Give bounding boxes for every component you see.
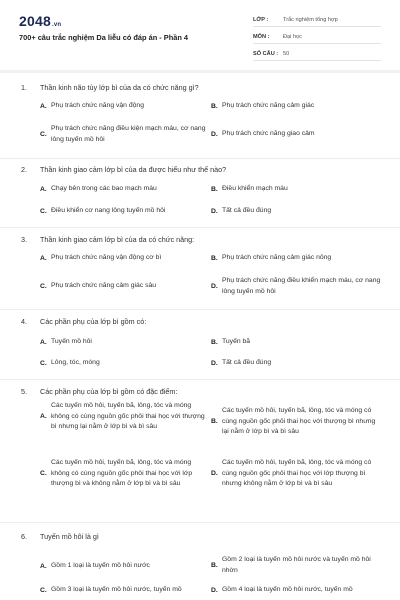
- option-letter: A.: [40, 413, 47, 421]
- option-text: Các tuyến mồ hôi, tuyến bã, lông, tóc và móng có cùng nguồn gốc phôi thai học với thượng bì nhưng lại nằm ở lớp bì và bì sâu: [222, 407, 376, 435]
- option-d[interactable]: [211, 358, 381, 369]
- option-letter: A.: [40, 254, 47, 262]
- option-letter: C.: [40, 131, 47, 138]
- option-text: Các tuyến mồ hôi, tuyến bã, lông, tóc và móng không có cùng nguồn gốc phôi thai học với lớp thượng bì và không nằm ở lớp bì và bì sâu: [51, 459, 193, 487]
- option-text: Phụ trách chức năng giao cảm: [222, 130, 315, 137]
- option-text: Phụ trách chức năng vận động cơ bì: [51, 254, 162, 261]
- question-text: [21, 317, 146, 326]
- option-letter: C.: [40, 282, 47, 290]
- option-text: Điều khiển mạch máu: [222, 185, 288, 192]
- option-c[interactable]: [40, 124, 210, 145]
- option-letter: B.: [211, 418, 218, 426]
- option-letter: A.: [40, 185, 47, 193]
- meta-value: Đại học: [283, 33, 302, 40]
- option-d[interactable]: [211, 458, 381, 490]
- option-text: Gồm 2 loại là tuyến mồ hôi nước và tuyến mồ hôi nhờn: [222, 556, 371, 574]
- question-number: 2.: [21, 165, 27, 174]
- meta-row-class: [253, 13, 381, 27]
- question-number: 5.: [21, 387, 27, 396]
- option-letter: D.: [211, 207, 218, 215]
- meta-row-count: [253, 47, 381, 61]
- option-text: Gồm 1 loại là tuyến mồ hôi nước: [51, 562, 150, 569]
- site-logo[interactable]: [19, 13, 61, 29]
- option-text: Lông, tóc, móng: [51, 359, 100, 366]
- question-number: 1.: [21, 83, 27, 92]
- option-letter: A.: [40, 338, 47, 346]
- option-letter: D.: [211, 470, 218, 478]
- meta-key: SỐ CÂU :: [253, 50, 279, 57]
- question-text: [21, 235, 194, 244]
- question-list: [0, 80, 400, 600]
- option-letter: C.: [40, 359, 47, 367]
- question-text: [21, 387, 177, 396]
- question-prompt: Các phần phụ của lớp bì gồm có:: [40, 317, 147, 326]
- option-text: Tuyến bã: [222, 338, 251, 345]
- option-letter: B.: [211, 102, 218, 110]
- option-text: Phụ trách chức năng cảm giác: [222, 102, 315, 109]
- meta-value: Trắc nghiệm tổng hợp: [283, 16, 338, 23]
- option-a[interactable]: [40, 337, 210, 348]
- question-item: [0, 380, 400, 523]
- option-letter: C.: [40, 586, 47, 594]
- option-a[interactable]: [40, 184, 210, 195]
- option-b[interactable]: [211, 337, 381, 348]
- option-letter: C.: [40, 207, 47, 215]
- option-a[interactable]: [40, 101, 210, 112]
- option-d[interactable]: [211, 585, 381, 596]
- option-b[interactable]: [211, 555, 381, 576]
- header-divider: [0, 70, 400, 73]
- option-letter: C.: [40, 470, 47, 478]
- question-number: 3.: [21, 235, 27, 244]
- question-prompt: Thần kinh não tủy lớp bì của da có chức năng gì?: [40, 83, 199, 92]
- logo-main: 2048: [19, 13, 51, 29]
- option-c[interactable]: [40, 585, 210, 596]
- option-letter: D.: [211, 359, 218, 367]
- option-b[interactable]: [211, 184, 381, 195]
- question-text: [21, 532, 99, 541]
- option-text: Gồm 4 loại là tuyến mồ hôi nước, tuyến mồ: [222, 586, 353, 593]
- option-c[interactable]: [40, 358, 210, 369]
- question-item: [0, 159, 400, 228]
- option-text: Phụ trách chức năng điều kiện mạch máu, cơ nang lông tuyến mồ hôi: [51, 125, 206, 143]
- question-prompt: Tuyến mồ hôi là gì: [40, 532, 99, 541]
- option-c[interactable]: [40, 206, 210, 217]
- question-number: 4.: [21, 317, 27, 326]
- logo-tld: .vn: [51, 22, 62, 28]
- question-item: [0, 310, 400, 380]
- option-text: Chạy bên trong các bao mạch máu: [51, 185, 157, 192]
- meta-key: LỚP :: [253, 16, 269, 23]
- option-d[interactable]: [211, 206, 381, 217]
- question-text: [21, 83, 199, 92]
- option-text: Tất cả đều đúng: [222, 207, 272, 214]
- option-b[interactable]: [211, 101, 381, 112]
- option-letter: B.: [211, 338, 218, 346]
- question-prompt: Các phần phụ của lớp bì gồm có đặc điểm:: [40, 387, 178, 396]
- option-text: Điều khiển cơ nang lông tuyến mồ hôi: [51, 207, 166, 214]
- option-letter: D.: [211, 283, 218, 290]
- meta-table: [253, 13, 381, 64]
- question-number: 6.: [21, 532, 27, 541]
- question-prompt: Thần kinh giao cảm lớp bì của da có chức năng:: [40, 235, 195, 244]
- option-text: Phụ trách chức năng cảm giác nông: [222, 254, 332, 261]
- option-text: Tuyến mồ hôi: [51, 338, 92, 345]
- option-text: Tất cả đều đúng: [222, 359, 272, 366]
- option-b[interactable]: [211, 253, 381, 264]
- question-item: [0, 228, 400, 310]
- option-d[interactable]: [211, 276, 381, 297]
- option-c[interactable]: [40, 281, 210, 292]
- option-d[interactable]: [211, 129, 381, 140]
- option-text: Phụ trách chức năng điều khiển mạch máu, cơ nang lông tuyến mồ hôi: [222, 277, 381, 295]
- option-letter: B.: [211, 562, 218, 569]
- option-letter: A.: [40, 102, 47, 110]
- meta-key: MÔN :: [253, 33, 270, 40]
- question-item: [0, 80, 400, 159]
- option-letter: D.: [211, 586, 218, 594]
- option-a[interactable]: [40, 561, 210, 572]
- meta-value: 50: [283, 50, 290, 57]
- option-text: Phụ trách chức năng cảm giác sâu: [51, 282, 157, 289]
- option-letter: A.: [40, 562, 47, 570]
- option-text: Các tuyến mồ hôi, tuyến bã, lông, tóc và móng có cùng nguồn gốc phôi thai học với lớp thượng bì nhưng không nằm ở lớp bì và bì sâu: [222, 459, 372, 487]
- option-text: Gồm 3 loại là tuyến mồ hôi nước, tuyến mồ: [51, 586, 182, 593]
- option-a[interactable]: [40, 401, 210, 433]
- option-a[interactable]: [40, 253, 210, 264]
- option-text: Phụ trách chức năng vận động: [51, 102, 144, 109]
- meta-row-subject: [253, 30, 381, 44]
- option-c[interactable]: [40, 458, 210, 490]
- document-title: 700+ câu trắc nghiệm Da liễu có đáp án - Phần 4: [19, 33, 189, 42]
- question-prompt: Thần kinh giao cảm lớp bì của da được hiểu như thế nào?: [40, 165, 227, 174]
- option-text: Các tuyến mồ hôi, tuyến bã, lông, tóc và móng không có cùng nguồn gốc phôi thai học với thượng bì nhưng lại nằm ở lớp bì và bì sâu: [51, 402, 205, 430]
- option-b[interactable]: [211, 406, 381, 438]
- option-letter: B.: [211, 254, 218, 262]
- option-letter: B.: [211, 185, 218, 193]
- document-header: [0, 0, 400, 70]
- option-letter: D.: [211, 130, 218, 138]
- question-text: [21, 165, 226, 174]
- question-item: [0, 523, 400, 600]
